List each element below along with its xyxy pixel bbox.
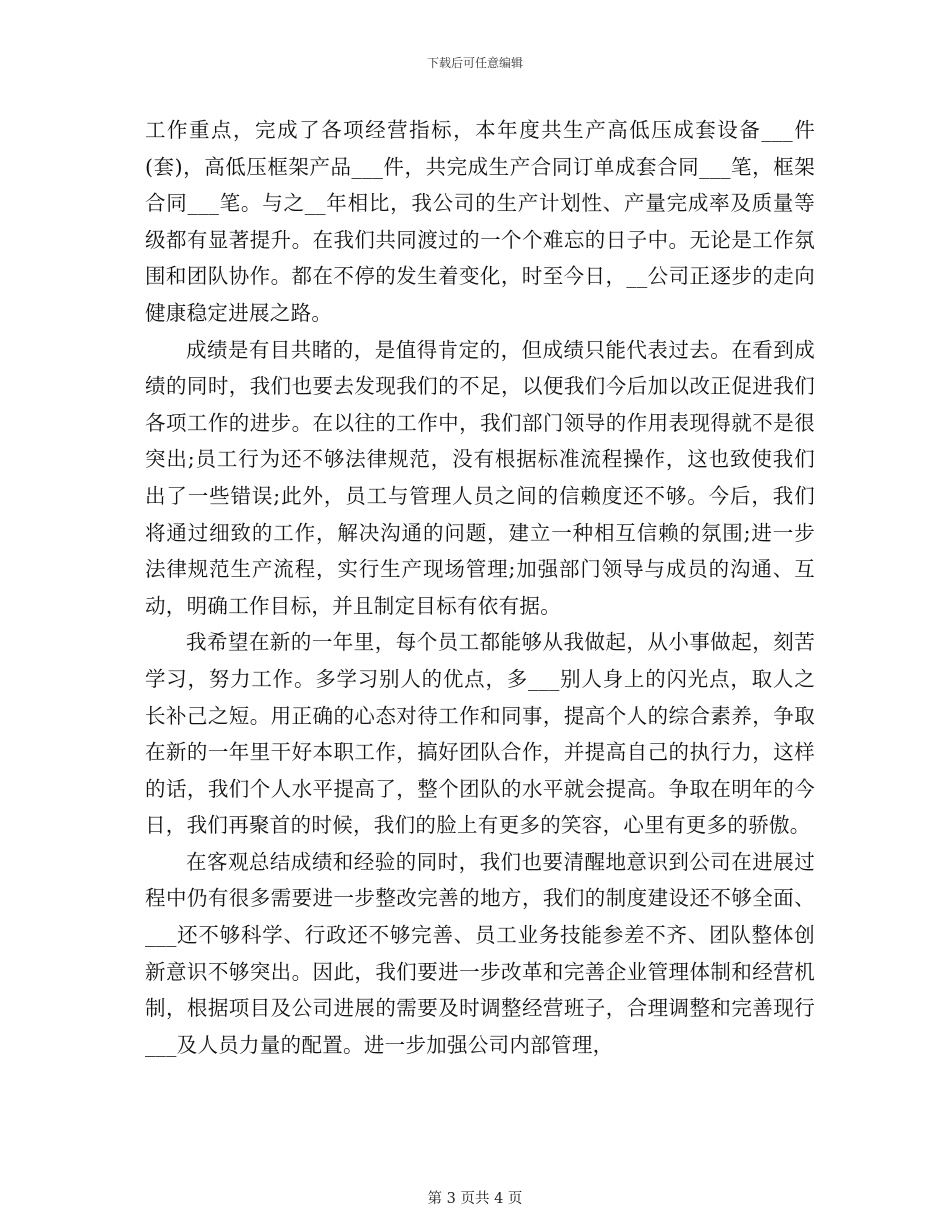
page-header: 下载后可任意编辑: [426, 56, 523, 70]
document-body: [145, 112, 815, 1063]
page-footer: 第 3 页共 4 页: [427, 1191, 523, 1207]
paragraph-2: 成绩是有目共睹的，是值得肯定的，但成绩只能代表过去。在看到成绩的同时，我们也要去发现我们的不足，以便我们今后加以改正促进我们各项工作的进步。在以往的工作中，我们部门领导的作用表现得就不是很突出;员工行为还不够法律规范，没有根据标准流程操作，这也致使我们出了一些错误;此外，员工与管理人员之间的信赖度还不够。今后，我们将通过细致的工作，解决沟通的问题，建立一种相互信赖的氛围;进一步法律规范生产流程，实行生产现场管理;加强部门领导与成员的沟通、互动，明确工作目标，并且制定目标有依有据。: [145, 337, 815, 618]
paragraph-4: 在客观总结成绩和经验的同时，我们也要清醒地意识到公司在进展过程中仍有很多需要进一步整改完善的地方，我们的制度建设还不够全面、___还不够科学、行政还不够完善、员工业务技能参差不齐、团队整体创新意识不够突出。因此，我们要进一步改革和完善企业管理体制和经营机制，根据项目及公司进展的需要及时调整经营班子，合理调整和完善现行___及人员力量的配置。进一步加强公司内部管理，: [145, 849, 815, 1057]
paragraph-1: 工作重点，完成了各项经营指标，本年度共生产高低压成套设备___件(套)，高低压框架产品___件，共完成生产合同订单成套合同___笔，框架合同___笔。与之__年相比，我公司的生产计划性、产量完成率及质量等级都有显著提升。在我们共同渡过的一个个难忘的日子中。无论是工作氛围和团队协作。都在不停的发生着变化，时至今日，__公司正逐步的走向健康稳定进展之路。: [145, 118, 815, 325]
paragraph-3: 我希望在新的一年里，每个员工都能够从我做起，从小事做起，刻苦学习，努力工作。多学习别人的优点，多___别人身上的闪光点，取人之长补己之短。用正确的心态对待工作和同事，提高个人的综合素养，争取在新的一年里干好本职工作，搞好团队合作，并提高自己的执行力，这样的话，我们个人水平提高了，整个团队的水平就会提高。争取在明年的今日，我们再聚首的时候，我们的脸上有更多的笑容，心里有更多的骄傲。: [145, 630, 815, 838]
